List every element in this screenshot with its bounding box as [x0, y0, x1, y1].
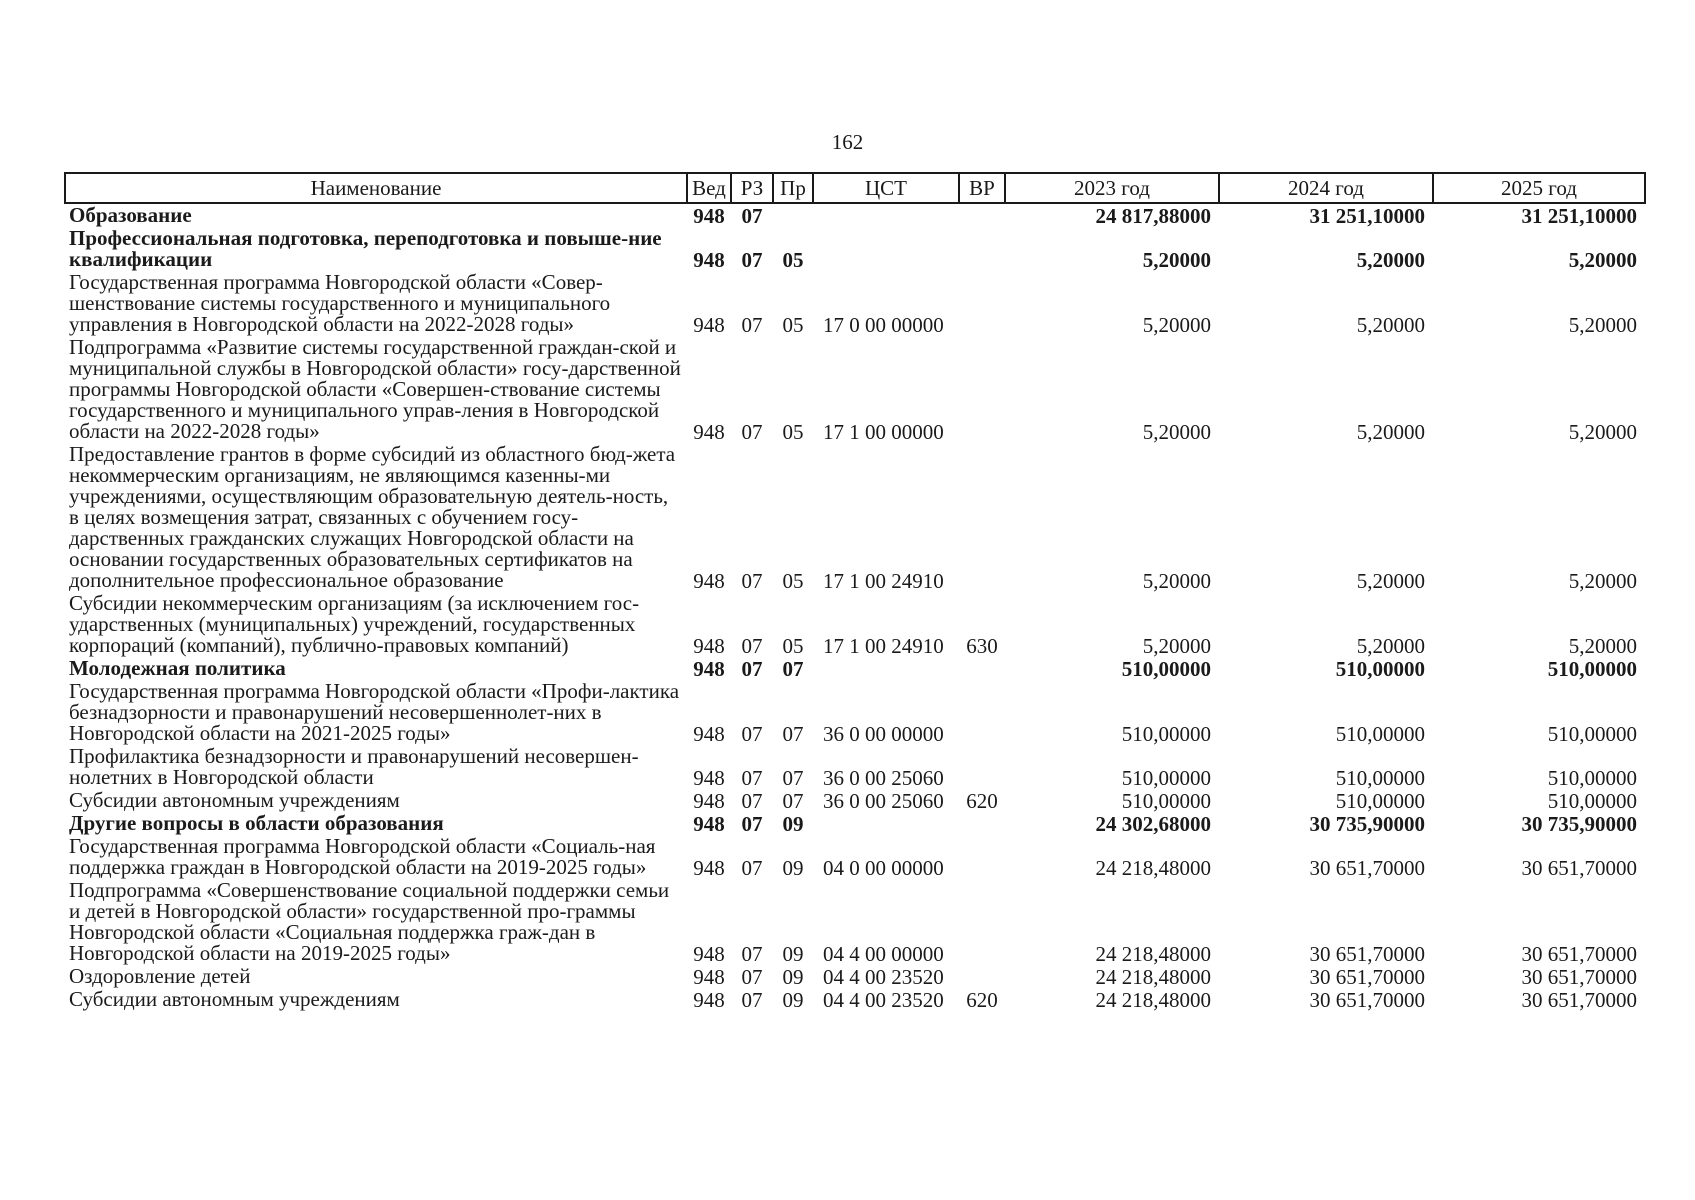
- row-2024: 30 651,70000: [1309, 942, 1425, 966]
- row-ved: 948: [693, 248, 725, 272]
- row-name: Субсидии некоммерческим организациям (за исключением гос-ударственных (муниципальных) учреждений, государственных корпораций (компаний), публично-правовых компаний): [69, 591, 640, 657]
- row-2023: 24 218,48000: [1095, 856, 1211, 880]
- row-pr: 05: [782, 634, 804, 658]
- row-2025: 30 651,70000: [1521, 942, 1637, 966]
- row-2024: 510,00000: [1335, 657, 1425, 681]
- row-name: Государственная программа Новгородской области «Совер-шенствование системы государственного и муниципального управления в Новгородской области на 2022-2028 годы»: [69, 270, 611, 336]
- budget-table: [64, 172, 1646, 1011]
- table-row: [65, 965, 1645, 988]
- table-row: [65, 680, 1645, 745]
- row-name: Профилактика безнадзорности и правонарушений несовершен-нолетних в Новгородской области: [69, 744, 639, 789]
- row-2024: 31 251,10000: [1309, 204, 1425, 228]
- row-ved: 948: [693, 722, 725, 746]
- row-name: Другие вопросы в области образования: [69, 811, 444, 835]
- row-2023: 5,20000: [1142, 248, 1211, 272]
- row-2025: 510,00000: [1547, 789, 1637, 813]
- row-pr: 09: [782, 965, 804, 989]
- row-name: Государственная программа Новгородской области «Профи-лактика безнадзорности и правонарушений несовершеннолет-них в Новгородской области на 2021-2025 годы»: [69, 679, 680, 745]
- row-2023: 5,20000: [1142, 569, 1211, 593]
- row-pr: 07: [782, 789, 804, 813]
- row-cst: 36 0 00 00000: [823, 722, 944, 746]
- row-name: Подпрограмма «Совершенствование социальной поддержки семьи и детей в Новгородской области» государственной про-граммы Новгородской области «Социальная поддержка граж-дан в Новгородской области на 2019-2025 годы»: [69, 878, 670, 965]
- row-vr: [959, 835, 1005, 879]
- row-cst: 17 0 00 00000: [823, 313, 944, 337]
- header-vr: ВР: [959, 173, 1005, 203]
- table-row: [65, 203, 1645, 227]
- row-2025: 5,20000: [1568, 248, 1637, 272]
- row-pr: 09: [782, 942, 804, 966]
- row-ved: 948: [693, 789, 725, 813]
- row-pr: 09: [782, 812, 804, 836]
- row-rz: 07: [741, 789, 763, 813]
- row-cst: 04 0 00 00000: [823, 856, 944, 880]
- row-cst: [813, 657, 959, 680]
- header-name: Наименование: [65, 173, 687, 203]
- row-pr: 05: [782, 313, 804, 337]
- table-row: [65, 657, 1645, 680]
- table-row: [65, 879, 1645, 965]
- row-name: Субсидии автономным учреждениям: [69, 788, 400, 812]
- row-2024: 510,00000: [1335, 789, 1425, 813]
- row-rz: 07: [741, 965, 763, 989]
- row-rz: 07: [741, 248, 763, 272]
- row-vr: [959, 680, 1005, 745]
- row-cst: 36 0 00 25060: [823, 789, 944, 813]
- row-2024: 30 651,70000: [1309, 856, 1425, 880]
- row-cst: 04 4 00 23520: [823, 965, 944, 989]
- header-2023: 2023 год: [1005, 173, 1219, 203]
- row-pr: 09: [782, 988, 804, 1012]
- table-row: [65, 812, 1645, 835]
- row-cst: [813, 203, 959, 227]
- row-pr: 05: [782, 420, 804, 444]
- row-ved: 948: [693, 313, 725, 337]
- row-rz: 07: [741, 988, 763, 1012]
- header-pr: Пр: [773, 173, 813, 203]
- header-2024: 2024 год: [1219, 173, 1433, 203]
- table-row: [65, 789, 1645, 812]
- row-pr: 05: [782, 248, 804, 272]
- row-2024: 5,20000: [1356, 420, 1425, 444]
- row-ved: 948: [693, 569, 725, 593]
- row-cst: [813, 227, 959, 271]
- row-name: Предоставление грантов в форме субсидий из областного бюд-жета некоммерческим организациям, не являющимся казенны-ми учреждениями, осуществляющим образовательную деятель-ность, в целях возмещения затрат, связанных с обучением госу-дарственных гражданских служащих Новгородской области на основании государственных образовательных сертификатов на дополнительное профессиональное образование: [69, 442, 676, 592]
- row-2023: 5,20000: [1142, 634, 1211, 658]
- row-2024: 30 735,90000: [1309, 812, 1425, 836]
- row-2025: 510,00000: [1547, 722, 1637, 746]
- row-name: Молодежная политика: [69, 656, 286, 680]
- row-2025: 510,00000: [1547, 766, 1637, 790]
- row-rz: 07: [741, 634, 763, 658]
- row-rz: 07: [741, 812, 763, 836]
- row-rz: 07: [741, 420, 763, 444]
- table-row: [65, 988, 1645, 1011]
- table-row: [65, 443, 1645, 592]
- row-vr: [959, 745, 1005, 789]
- row-rz: 07: [741, 657, 763, 681]
- row-cst: 17 1 00 24910: [823, 634, 944, 658]
- row-rz: 07: [741, 204, 763, 228]
- row-name: Профессиональная подготовка, переподготовка и повыше-ние квалификации: [69, 226, 662, 271]
- row-cst: 17 1 00 00000: [823, 420, 944, 444]
- row-2025: 30 651,70000: [1521, 965, 1637, 989]
- table-row: [65, 835, 1645, 879]
- row-vr: 620: [966, 789, 998, 813]
- row-vr: 630: [966, 634, 998, 658]
- page-number: 162: [831, 130, 864, 154]
- header-2025: 2025 год: [1433, 173, 1645, 203]
- table-row: [65, 592, 1645, 657]
- header-cst: ЦСТ: [813, 173, 959, 203]
- table-header-row: [65, 173, 1645, 203]
- row-2025: 510,00000: [1547, 657, 1637, 681]
- row-2025: 30 735,90000: [1521, 812, 1637, 836]
- row-2023: 24 817,88000: [1095, 204, 1211, 228]
- row-2023: 24 302,68000: [1095, 812, 1211, 836]
- row-name: Государственная программа Новгородской области «Социаль-ная поддержка граждан в Новгородской области на 2019-2025 годы»: [69, 834, 656, 879]
- header-rz: РЗ: [731, 173, 773, 203]
- row-ved: 948: [693, 766, 725, 790]
- row-name: Подпрограмма «Развитие системы государственной граждан-ской и муниципальной службы в Новгородской области» госу-дарственной программы Новгородской области «Совершен-ствование системы государственного и муниципального управ-ления в Новгородской области на 2022-2028 годы»: [69, 335, 681, 443]
- row-name: Оздоровление детей: [69, 964, 251, 988]
- table-row: [65, 271, 1645, 336]
- row-2025: 5,20000: [1568, 569, 1637, 593]
- row-pr: 05: [782, 569, 804, 593]
- row-ved: 948: [693, 965, 725, 989]
- row-vr: [959, 443, 1005, 592]
- row-vr: [959, 271, 1005, 336]
- row-ved: 948: [693, 942, 725, 966]
- row-name: Субсидии автономным учреждениям: [69, 987, 400, 1011]
- row-2024: 5,20000: [1356, 248, 1425, 272]
- row-vr: [959, 227, 1005, 271]
- row-2024: 5,20000: [1356, 634, 1425, 658]
- row-vr: [959, 965, 1005, 988]
- row-2023: 5,20000: [1142, 313, 1211, 337]
- row-pr: 07: [782, 722, 804, 746]
- row-vr: [959, 879, 1005, 965]
- row-2023: 24 218,48000: [1095, 942, 1211, 966]
- row-2025: 5,20000: [1568, 313, 1637, 337]
- row-ved: 948: [693, 634, 725, 658]
- row-2025: 30 651,70000: [1521, 988, 1637, 1012]
- row-vr: 620: [966, 988, 998, 1012]
- row-rz: 07: [741, 569, 763, 593]
- row-cst: 04 4 00 23520: [823, 988, 944, 1012]
- row-rz: 07: [741, 313, 763, 337]
- row-ved: 948: [693, 657, 725, 681]
- table-row: [65, 745, 1645, 789]
- row-cst: 36 0 00 25060: [823, 766, 944, 790]
- row-pr: 07: [782, 657, 804, 681]
- row-rz: 07: [741, 766, 763, 790]
- row-2024: 30 651,70000: [1309, 965, 1425, 989]
- row-rz: 07: [741, 856, 763, 880]
- row-2023: 510,00000: [1121, 657, 1211, 681]
- row-rz: 07: [741, 942, 763, 966]
- row-pr: [773, 203, 813, 227]
- row-name: Образование: [69, 203, 192, 227]
- row-2025: 31 251,10000: [1521, 204, 1637, 228]
- row-2024: 510,00000: [1335, 722, 1425, 746]
- row-2025: 5,20000: [1568, 634, 1637, 658]
- row-2024: 30 651,70000: [1309, 988, 1425, 1012]
- row-2024: 5,20000: [1356, 313, 1425, 337]
- header-ved: Вед: [687, 173, 731, 203]
- row-ved: 948: [693, 204, 725, 228]
- row-ved: 948: [693, 856, 725, 880]
- row-vr: [959, 812, 1005, 835]
- row-pr: 07: [782, 766, 804, 790]
- row-2023: 510,00000: [1121, 722, 1211, 746]
- row-cst: 17 1 00 24910: [823, 569, 944, 593]
- row-2023: 510,00000: [1121, 766, 1211, 790]
- row-2023: 510,00000: [1121, 789, 1211, 813]
- table-row: [65, 227, 1645, 271]
- row-2025: 30 651,70000: [1521, 856, 1637, 880]
- row-2023: 24 218,48000: [1095, 988, 1211, 1012]
- row-ved: 948: [693, 812, 725, 836]
- row-vr: [959, 657, 1005, 680]
- row-2025: 5,20000: [1568, 420, 1637, 444]
- row-vr: [959, 336, 1005, 443]
- row-ved: 948: [693, 420, 725, 444]
- row-cst: 04 4 00 00000: [823, 942, 944, 966]
- row-2024: 5,20000: [1356, 569, 1425, 593]
- row-2023: 5,20000: [1142, 420, 1211, 444]
- row-ved: 948: [693, 988, 725, 1012]
- row-cst: [813, 812, 959, 835]
- row-2023: 24 218,48000: [1095, 965, 1211, 989]
- row-vr: [959, 203, 1005, 227]
- row-pr: 09: [782, 856, 804, 880]
- row-2024: 510,00000: [1335, 766, 1425, 790]
- table-row: [65, 336, 1645, 443]
- row-rz: 07: [741, 722, 763, 746]
